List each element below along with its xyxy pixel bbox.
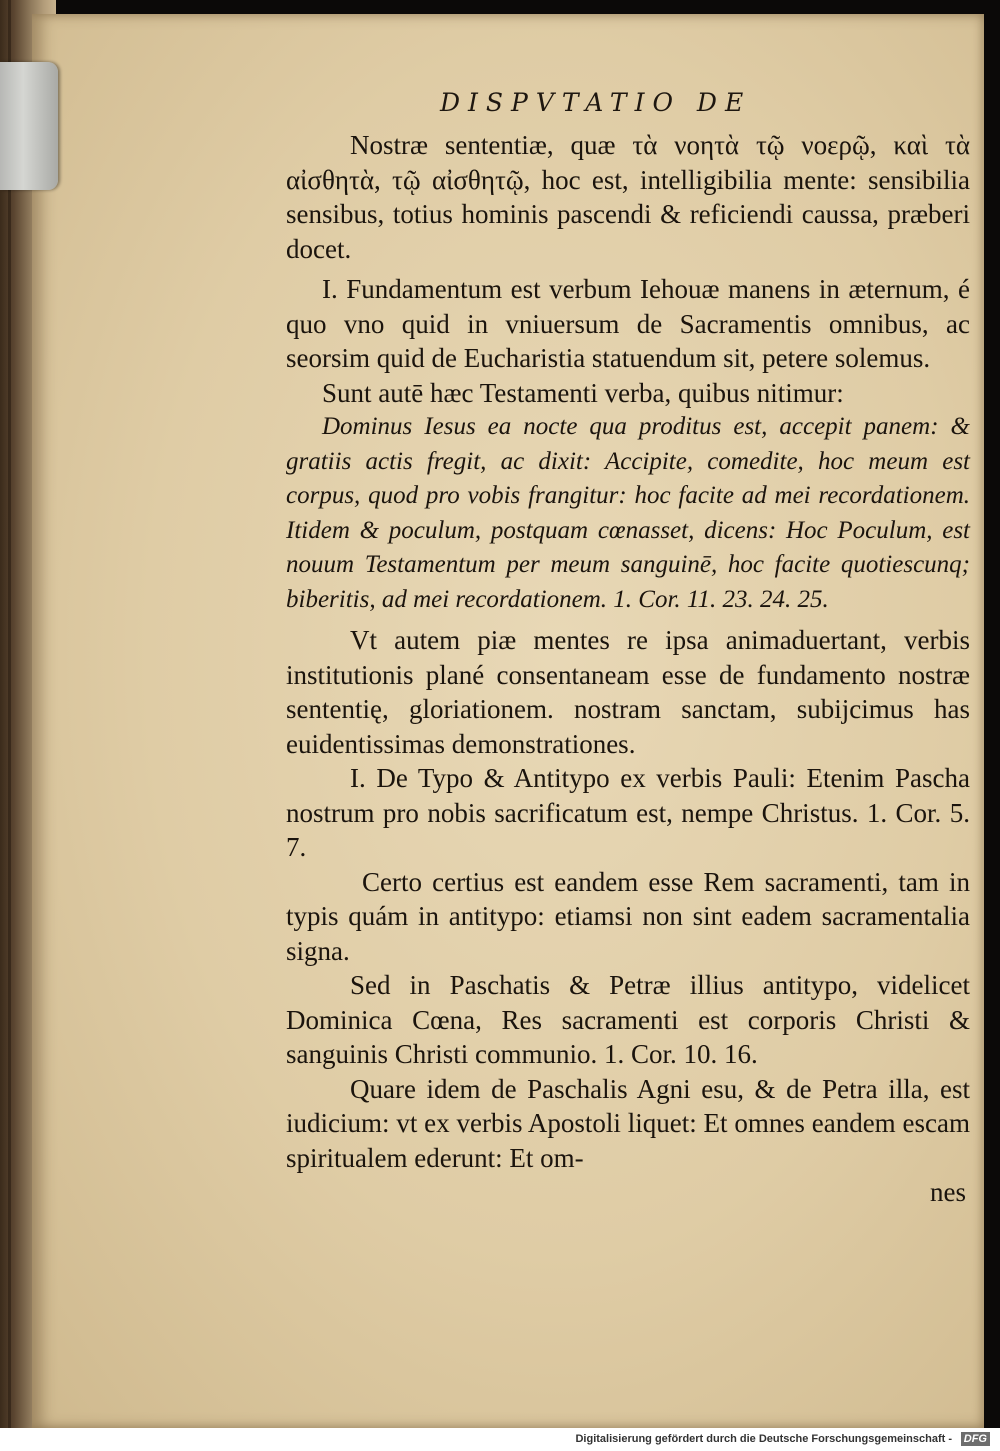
spine-ridge (8, 0, 11, 1451)
text-block (286, 128, 970, 1210)
running-head: DISPVTATIO DE (440, 88, 752, 117)
footer-bar (0, 1428, 1000, 1451)
footer-credit: Digitalisierung gefördert durch die Deutsche Forschungsgemeinschaft - (575, 1433, 952, 1445)
paragraph-sententia: Nostræ sententiæ, quæ τὰ νοητὰ τῷ νοερῷ, καὶ τὰ αἰσθητὰ, τῷ αἰσθητῷ, hoc est, intelligibilia mente: sensibilia sensibus, totius hominis pascendi & reficiendi caussa, præberi docet. (286, 130, 970, 264)
paragraph-typo-antitypo: I. De Typo & Antitypo ex verbis Pauli: Etenim Pascha nostrum pro nobis sacrificatum est, nempe Christus. 1. Cor. 5. 7. (286, 763, 970, 862)
catchword: nes (930, 1177, 966, 1207)
paragraph-institution-quote (286, 410, 970, 617)
clasp-strap (0, 62, 58, 190)
paragraph-piae-mentes: Vt autem piæ mentes re ipsa animaduertant, verbis institutionis plané consentaneam esse de fundamento nostræ sententię, gloriationem. nostram sanctam, subijcimus has euidentissimas demonstrationes. (286, 625, 970, 759)
paragraph-paschatis: Sed in Paschatis & Petræ illius antitypo, videlicet Dominica Cœna, Res sacramenti est corporis Christi & sanguinis Christi communio. 1. Cor. 10. 16. (286, 970, 970, 1069)
paragraph-certo-certius: Certo certius est eandem esse Rem sacramenti, tam in typis quám in antitypo: etiamsi non sint eadem sacramentalia signa. (286, 866, 970, 966)
dfg-logo: DFG (961, 1432, 990, 1446)
institution-quote-text: Dominus Iesus ea nocte qua proditus est, accepit panem: & gratiis actis fregit, ac dixit: Accipite, comedite, hoc meum est corpus, quod pro vobis frangitur: hoc facite ad mei recordationem. Itidem & poculum, postquam cœnasset, dicens: Hoc Poculum, est nouum Testamentum per meum sanguinē, hoc facite quotiescunq; biberitis, ad mei recordationem. (286, 413, 970, 613)
institution-reference: 1. Cor. 11. 23. 24. 25. (613, 585, 829, 613)
paragraph-quare-idem: Quare idem de Paschalis Agni esu, & de Petra illa, est iudicium: vt ex verbis Apostoli liquet: Et omnes eandem escam spiritualem ederunt: Et om- (286, 1073, 970, 1173)
paragraph-fundamentum: I. Fundamentum est verbum Iehouæ manens in æternum, é quo vno quid in vniuersum de Sacramentis omnibus, ac seorsim quid de Eucharistia statuendum sit, petere solemus. (286, 274, 970, 373)
paragraph-testamenti-verba: Sunt autē hæc Testamenti verba, quibus nitimur: (322, 377, 844, 408)
